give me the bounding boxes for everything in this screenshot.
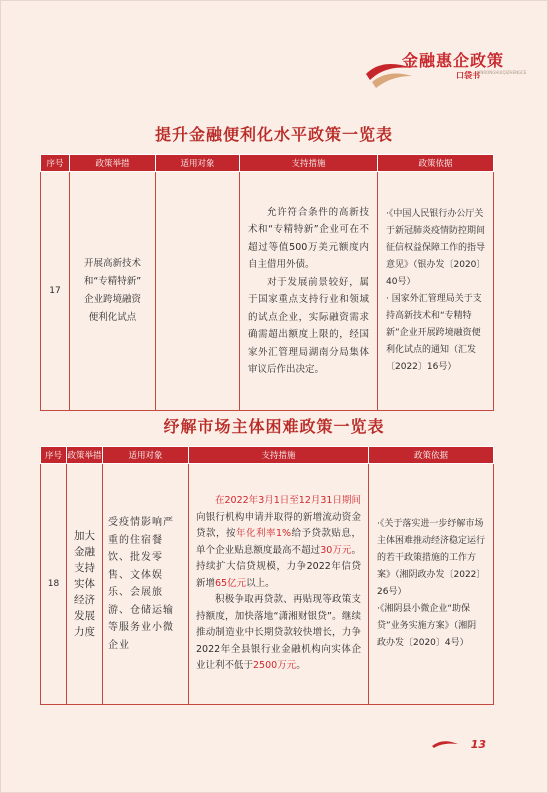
applicable-scope: 受疫情影响严重的住宿餐饮、批发零售、文体娱乐、会展旅游、仓储运输等服务业小微企业 — [103, 464, 189, 705]
row-number: 18 — [41, 464, 67, 705]
basis-item: ·《湘阴县小微企业“助保贷”业务实施方案》（湘阴政办发〔2020〕4号） — [377, 604, 477, 648]
brand-logo — [364, 48, 527, 98]
brand-title: 金融惠企政策 — [401, 51, 504, 70]
support-text: 以上。 — [246, 577, 275, 589]
table-row — [41, 464, 494, 705]
support-measures — [189, 464, 369, 705]
support-paragraph — [196, 592, 361, 675]
measure-line: 便利化试点 — [88, 312, 137, 323]
support-paragraph: 允许符合条件的高新技术和“专精特新”企业可在不超过等值500万美元额度内自主借用外债。 — [248, 206, 369, 270]
policy-measure — [67, 464, 103, 705]
col-header-scope: 适用对象 — [156, 155, 240, 172]
page-wave-icon — [432, 738, 458, 748]
highlight-text: 30万元 — [320, 544, 352, 556]
support-text: 给予贷款贴息，单个企业贴息额度最高不超过 — [196, 528, 361, 556]
support-paragraph: 对于发展前景较好，属于国家重点支持行业和领域的试点企业，实际融资需求确需超出额度上限的，经国家外汇管理局湖南分局集体审议后作出决定。 — [248, 276, 369, 375]
col-header-measure: 政策举措 — [70, 155, 156, 172]
support-paragraph — [196, 493, 361, 592]
table-header-row — [41, 447, 494, 464]
highlight-text: 65亿元 — [215, 577, 247, 589]
highlight-text: 2500万元 — [253, 660, 297, 672]
measure-line: 金融 — [74, 546, 95, 558]
section1-title: 提升金融便利化水平政策一览表 — [154, 125, 393, 144]
page-number — [471, 733, 486, 752]
brand-subtitle-en: JINRONGHUIQIZHENGCE — [478, 70, 527, 75]
applicable-scope — [156, 172, 240, 411]
basis-item: ·《中国人民银行办公厅关于新冠肺炎疫情防控期间征信权益保障工作的指导意见》（银办发〔2020〕40号） — [386, 209, 486, 287]
support-text: 积极争取再贷款、再贴现等政策支持额度，加快落地“潇湘财银贷”。继续推动制造业中长期贷款较快增长，力争2022年全县银行业金融机构向实体企业让利不低于 — [196, 594, 361, 672]
support-text: 。持续扩大信贷规模，力争2022年信贷新增 — [196, 544, 361, 589]
section1-table — [40, 154, 494, 411]
policy-basis — [369, 464, 494, 705]
col-header-measure: 政策举措 — [67, 447, 103, 464]
policy-basis — [378, 172, 494, 411]
table-header-row — [41, 155, 494, 172]
measure-line: 开展高新技术 — [83, 258, 141, 269]
basis-item: ·《关于落实进一步纾解市场主体困难推动经济稳定运行的若干政策措施的工作方案》（湘阴政办发〔2022〕26号） — [377, 519, 486, 597]
measure-line: 力度 — [74, 626, 95, 638]
highlight-text: 在2022年3月1日至12月31日期间 — [215, 495, 361, 507]
col-header-num: 序号 — [41, 155, 70, 172]
col-header-support: 支持措施 — [240, 155, 378, 172]
col-header-basis: 政策依据 — [369, 447, 494, 464]
measure-line: 实体 — [74, 578, 95, 590]
measure-line: 和“专精特新” — [83, 276, 142, 287]
section2-table — [40, 446, 494, 705]
support-text: 。 — [296, 660, 306, 672]
col-header-num: 序号 — [41, 447, 67, 464]
col-header-support: 支持措施 — [189, 447, 369, 464]
measure-line: 支持 — [74, 562, 95, 574]
highlight-text: 年化利率1% — [235, 528, 292, 540]
policy-measure — [70, 172, 156, 411]
table-row — [41, 172, 494, 411]
support-text: 向银行机构申请并取得的新增流动资金贷款，按 — [196, 511, 361, 540]
measure-line: 经济 — [74, 594, 95, 606]
col-header-scope: 适用对象 — [103, 447, 189, 464]
basis-item: · 国家外汇管理局关于支持高新技术和“专精特新”企业开展跨境融资便利化试点的通知（汇发〔2022〕16号） — [386, 294, 482, 372]
page-number-text: 13 — [470, 738, 486, 751]
row-number: 17 — [41, 172, 70, 411]
section2-title: 纾解市场主体困难政策一览表 — [163, 417, 385, 436]
col-header-basis: 政策依据 — [378, 155, 494, 172]
measure-line: 企业跨境融资 — [83, 294, 141, 305]
brand-subtitle: 口袋书 — [456, 71, 480, 80]
support-measures — [240, 172, 378, 411]
measure-line: 加大 — [74, 530, 95, 542]
measure-line: 发展 — [74, 610, 95, 622]
